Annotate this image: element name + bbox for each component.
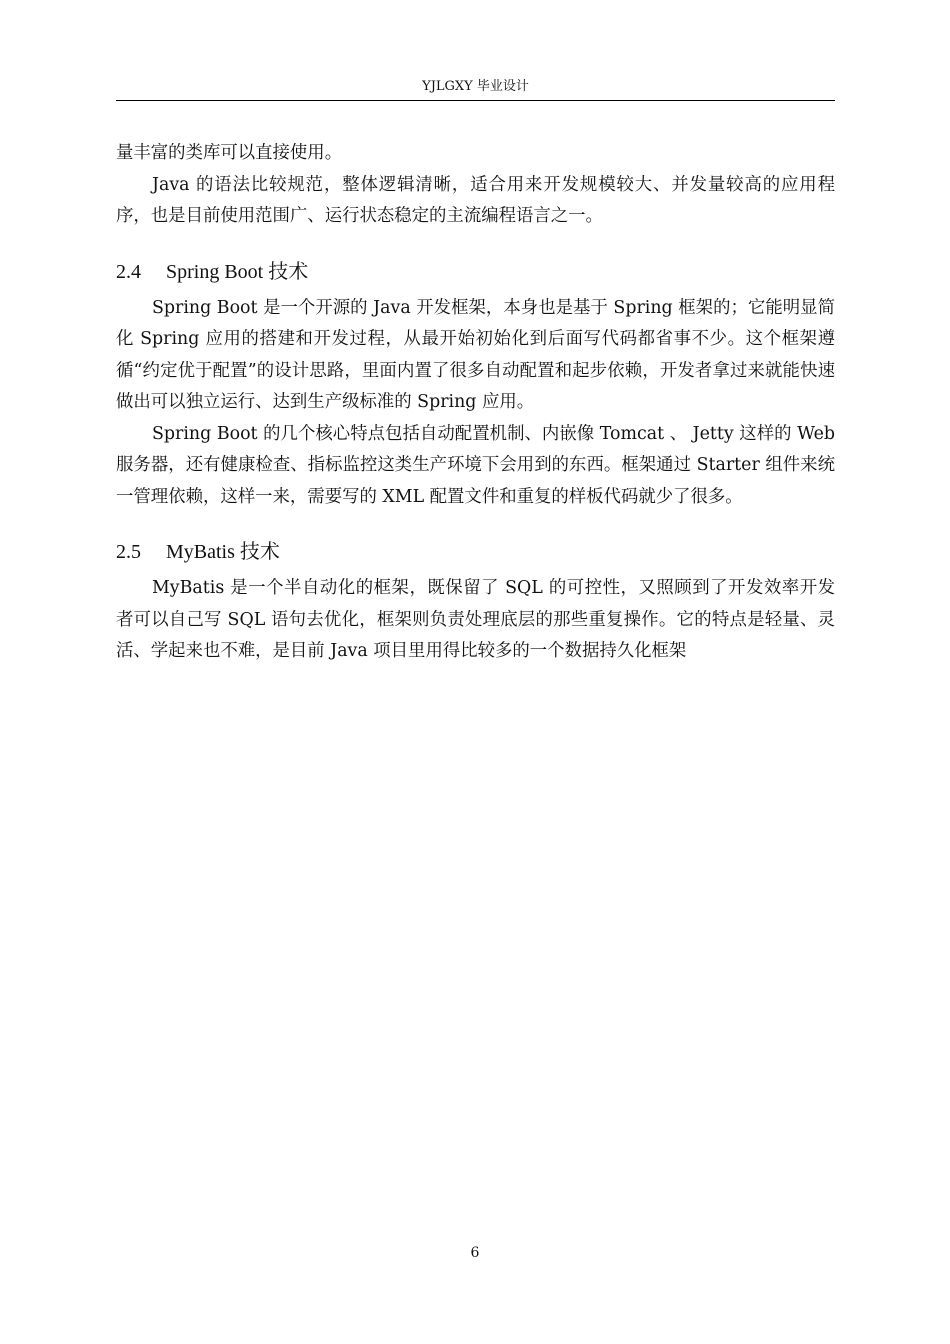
paragraph-java: Java 的语法比较规范，整体逻辑清晰，适合用来开发规模较大、并发量较高的应用程序，也是目前使用范围广、运行状态稳定的主流编程语言之一。: [116, 174, 835, 226]
document-body: [116, 138, 835, 668]
section-number: 2.4: [116, 260, 141, 283]
paragraph-mybatis: MyBatis 是一个半自动化的框架，既保留了 SQL 的可控性，又照顾到了开发效率开发者可以自己写 SQL 语句去优化，框架则负责处理底层的那些重复操作。它的特点是轻量、灵活、学起来也不难，是目前 Java 项目里用得比较多的一个数据持久化框架: [116, 578, 835, 661]
paragraph-spring-boot-features: Spring Boot 的几个核心特点包括自动配置机制、内嵌像 Tomcat 、 Jetty 这样的 Web 服务器，还有健康检查、指标监控这类生产环境下会用到的东西。框架通过 Starter 组件来统一管理依赖，这样一来，需要写的 XML 配置文件和重复的样板代码就少了很多。: [116, 423, 835, 507]
section-number: 2.5: [116, 541, 141, 563]
section-heading-2-4: [116, 257, 835, 287]
page-header: [116, 78, 835, 96]
paragraph-continuation: 量丰富的类库可以直接使用。: [116, 143, 343, 163]
section-title: Spring Boot 技术: [166, 260, 309, 283]
section-title: MyBatis 技术: [166, 541, 280, 563]
page-number: 6: [470, 1245, 480, 1261]
paragraph-spring-boot-intro: Spring Boot 是一个开源的 Java 开发框架，本身也是基于 Spring 框架的；它能明显简化 Spring 应用的搭建和开发过程，从最开始初始化到后面写代码都省事不少。这个框架遵循“约定优于配置”的设计思路，里面内置了很多自动配置和起步依赖，开发者拿过来就能快速做出可以独立运行、达到生产级标准的 Spring 应用。: [116, 297, 835, 412]
section-heading-2-5: [116, 537, 835, 567]
header-title: YJLGXY 毕业设计: [422, 79, 529, 94]
header-rule: [116, 100, 835, 101]
